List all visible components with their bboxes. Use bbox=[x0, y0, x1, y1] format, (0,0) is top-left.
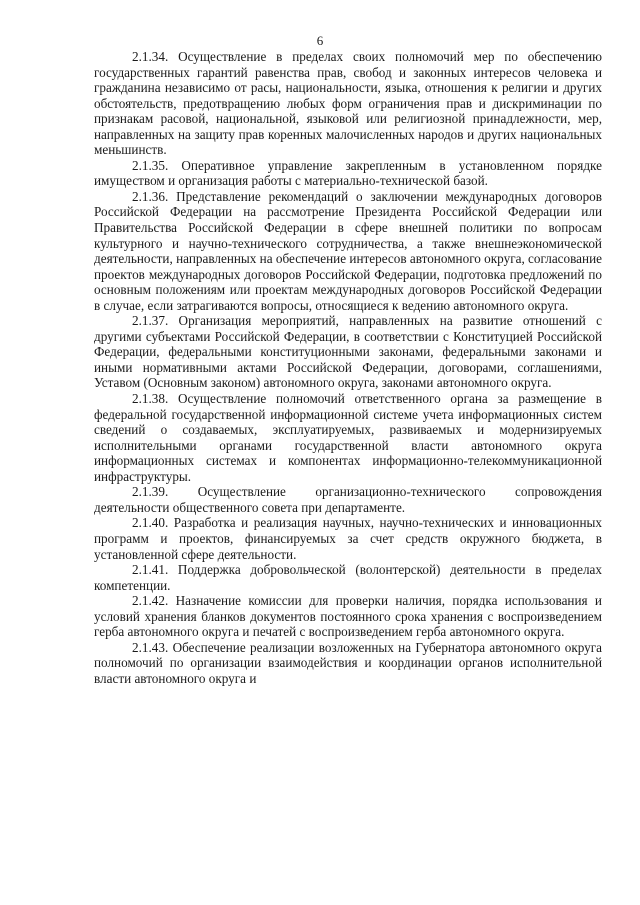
paragraph-2-1-40: 2.1.40. Разработка и реализация научных, научно-технических и инновационных программ и проектов, финансируемых за счет средств окружного бюджета, в установленной сфере деятельности. bbox=[94, 515, 602, 562]
paragraph-2-1-38: 2.1.38. Осуществление полномочий ответственного органа за размещение в федеральной государственной информационной системе учета информационных систем сведений о создаваемых, эксплуатируемых, развиваемых и модернизируемых исполнительными органами государственной власти автономного округа информационных системах и компонентах информационно-телекоммуникационной инфраструктуры. bbox=[94, 391, 602, 484]
paragraph-2-1-39: 2.1.39. Осуществление организационно-технического сопровождения деятельности общественного совета при департаменте. bbox=[94, 484, 602, 515]
document-body bbox=[94, 49, 602, 686]
paragraph-2-1-43: 2.1.43. Обеспечение реализации возложенных на Губернатора автономного округа полномочий по организации взаимодействия и координации органов исполнительной власти автономного округа и bbox=[94, 639, 602, 686]
paragraph-2-1-35: 2.1.35. Оперативное управление закрепленным в установленном порядке имуществом и организация работы с материально-технической базой. bbox=[94, 157, 602, 189]
paragraph-2-1-36: 2.1.36. Представление рекомендаций о заключении международных договоров Российской Федерации на рассмотрение Президента Российской Федерации или Правительства Российской Федерации в сфере внешней политики по вопросам культурного и научно-технического сотрудничества, а также внешнеэкономической деятельности, направленных на обеспечение интересов автономного округа, согласование проектов международных договоров Российской Федерации, подготовка предложений по основным положениям или проектам международных договоров Российской Федерации в случае, если затрагиваются вопросы, относящиеся к ведению автономного округа. bbox=[94, 188, 602, 313]
paragraph-2-1-37: 2.1.37. Организация мероприятий, направленных на развитие отношений с другими субъектами Российской Федерации, в соответствии с Конституцией Российской Федерации, федеральными конституционными законами, федеральными законами и иными нормативными актами Российской Федерации, договорами, соглашениями, Уставом (Основным законом) автономного округа, законами автономного округа. bbox=[94, 313, 602, 391]
paragraph-2-1-41: 2.1.41. Поддержка добровольческой (волонтерской) деятельности в пределах компетенции. bbox=[94, 562, 602, 593]
paragraph-2-1-34: 2.1.34. Осуществление в пределах своих полномочий мер по обеспечению государственных гарантий равенства прав, свобод и законных интересов человека и гражданина независимо от расы, национальности, языка, отношения к религии и других обстоятельств, предотвращению любых форм ограничения прав и дискриминации по признакам расовой, национальной, языковой или религиозной принадлежности, мер, направленных на защиту прав коренных малочисленных народов и других национальных меньшинств. bbox=[94, 49, 602, 158]
paragraph-2-1-42: 2.1.42. Назначение комиссии для проверки наличия, порядка использования и условий хранения бланков документов постоянного срока хранения с воспроизведением герба автономного округа и печатей с воспроизведением герба автономного округа. bbox=[94, 593, 602, 640]
page-number: 6 bbox=[316, 33, 324, 48]
